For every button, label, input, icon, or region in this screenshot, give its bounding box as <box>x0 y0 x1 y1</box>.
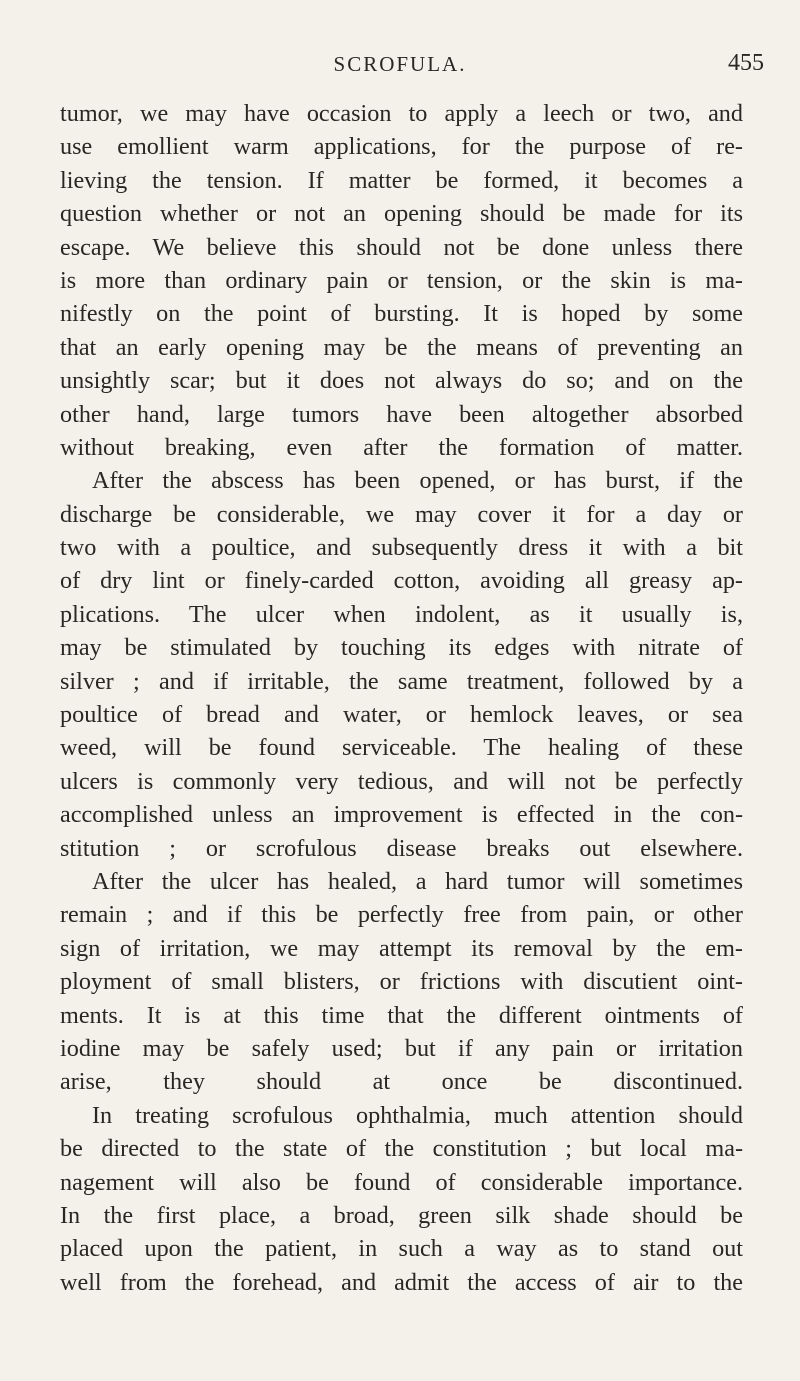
text-line: nifestly on the point of bursting. It is hoped by some <box>60 300 743 328</box>
text-line: After the abscess has been opened, or has burst, if the <box>92 467 743 495</box>
text-line: use emollient warm applications, for the purpose of re- <box>60 133 743 161</box>
text-line: unsightly scar; but it does not always do so; and on the <box>60 367 743 395</box>
text-line: two with a poultice, and subsequently dress it with a bit <box>60 534 743 562</box>
text-line: remain ; and if this be perfectly free from pain, or other <box>60 901 743 929</box>
text-line: After the ulcer has healed, a hard tumor will sometimes <box>92 867 743 895</box>
body-text <box>60 97 743 1299</box>
text-line: In treating scrofulous ophthalmia, much attention should <box>92 1101 743 1129</box>
text-line: ulcers is commonly very tedious, and will not be perfectly <box>60 767 743 795</box>
page-number: 455 <box>728 50 764 76</box>
text-line: question whether or not an opening should be made for its <box>60 200 743 228</box>
text-line: may be stimulated by touching its edges with nitrate of <box>60 634 743 662</box>
text-line: stitution ; or scrofulous disease breaks out elsewhere. <box>60 834 743 862</box>
text-line: In the first place, a broad, green silk shade should be <box>60 1201 743 1229</box>
text-line: sign of irritation, we may attempt its removal by the em- <box>60 934 743 962</box>
text-line: is more than ordinary pain or tension, or the skin is ma- <box>60 266 743 294</box>
text-line: ployment of small blisters, or frictions with discutient oint- <box>60 968 743 996</box>
text-line: that an early opening may be the means of preventing an <box>60 333 743 361</box>
text-line: tumor, we may have occasion to apply a leech or two, and <box>60 100 743 127</box>
text-line: lieving the tension. If matter be formed, it becomes a <box>60 166 743 194</box>
running-head <box>60 50 764 82</box>
text-line: well from the forehead, and admit the access of air to the <box>60 1268 743 1296</box>
text-line: iodine may be safely used; but if any pain or irritation <box>60 1034 743 1062</box>
text-line: placed upon the patient, in such a way as to stand out <box>60 1235 743 1263</box>
text-line: accomplished unless an improvement is effected in the con- <box>60 801 743 829</box>
text-line: discharge be considerable, we may cover it for a day or <box>60 500 743 528</box>
text-line: nagement will also be found of considerable importance. <box>60 1168 743 1196</box>
text-line: silver ; and if irritable, the same treatment, followed by a <box>60 667 743 695</box>
text-line: of dry lint or finely-carded cotton, avoiding all greasy ap- <box>60 567 743 595</box>
text-line: arise, they should at once be discontinued. <box>60 1068 743 1096</box>
text-line: be directed to the state of the constitution ; but local ma- <box>60 1135 743 1163</box>
text-line: weed, will be found serviceable. The healing of these <box>60 734 743 762</box>
text-line: poultice of bread and water, or hemlock leaves, or sea <box>60 701 743 729</box>
text-line: ments. It is at this time that the different ointments of <box>60 1001 743 1029</box>
text-line: escape. We believe this should not be done unless there <box>60 233 743 261</box>
text-line: without breaking, even after the formation of matter. <box>60 433 743 461</box>
text-line: plications. The ulcer when indolent, as it usually is, <box>60 600 743 628</box>
running-title: SCROFULA. <box>333 52 467 76</box>
text-line: other hand, large tumors have been altogether absorbed <box>60 400 743 428</box>
